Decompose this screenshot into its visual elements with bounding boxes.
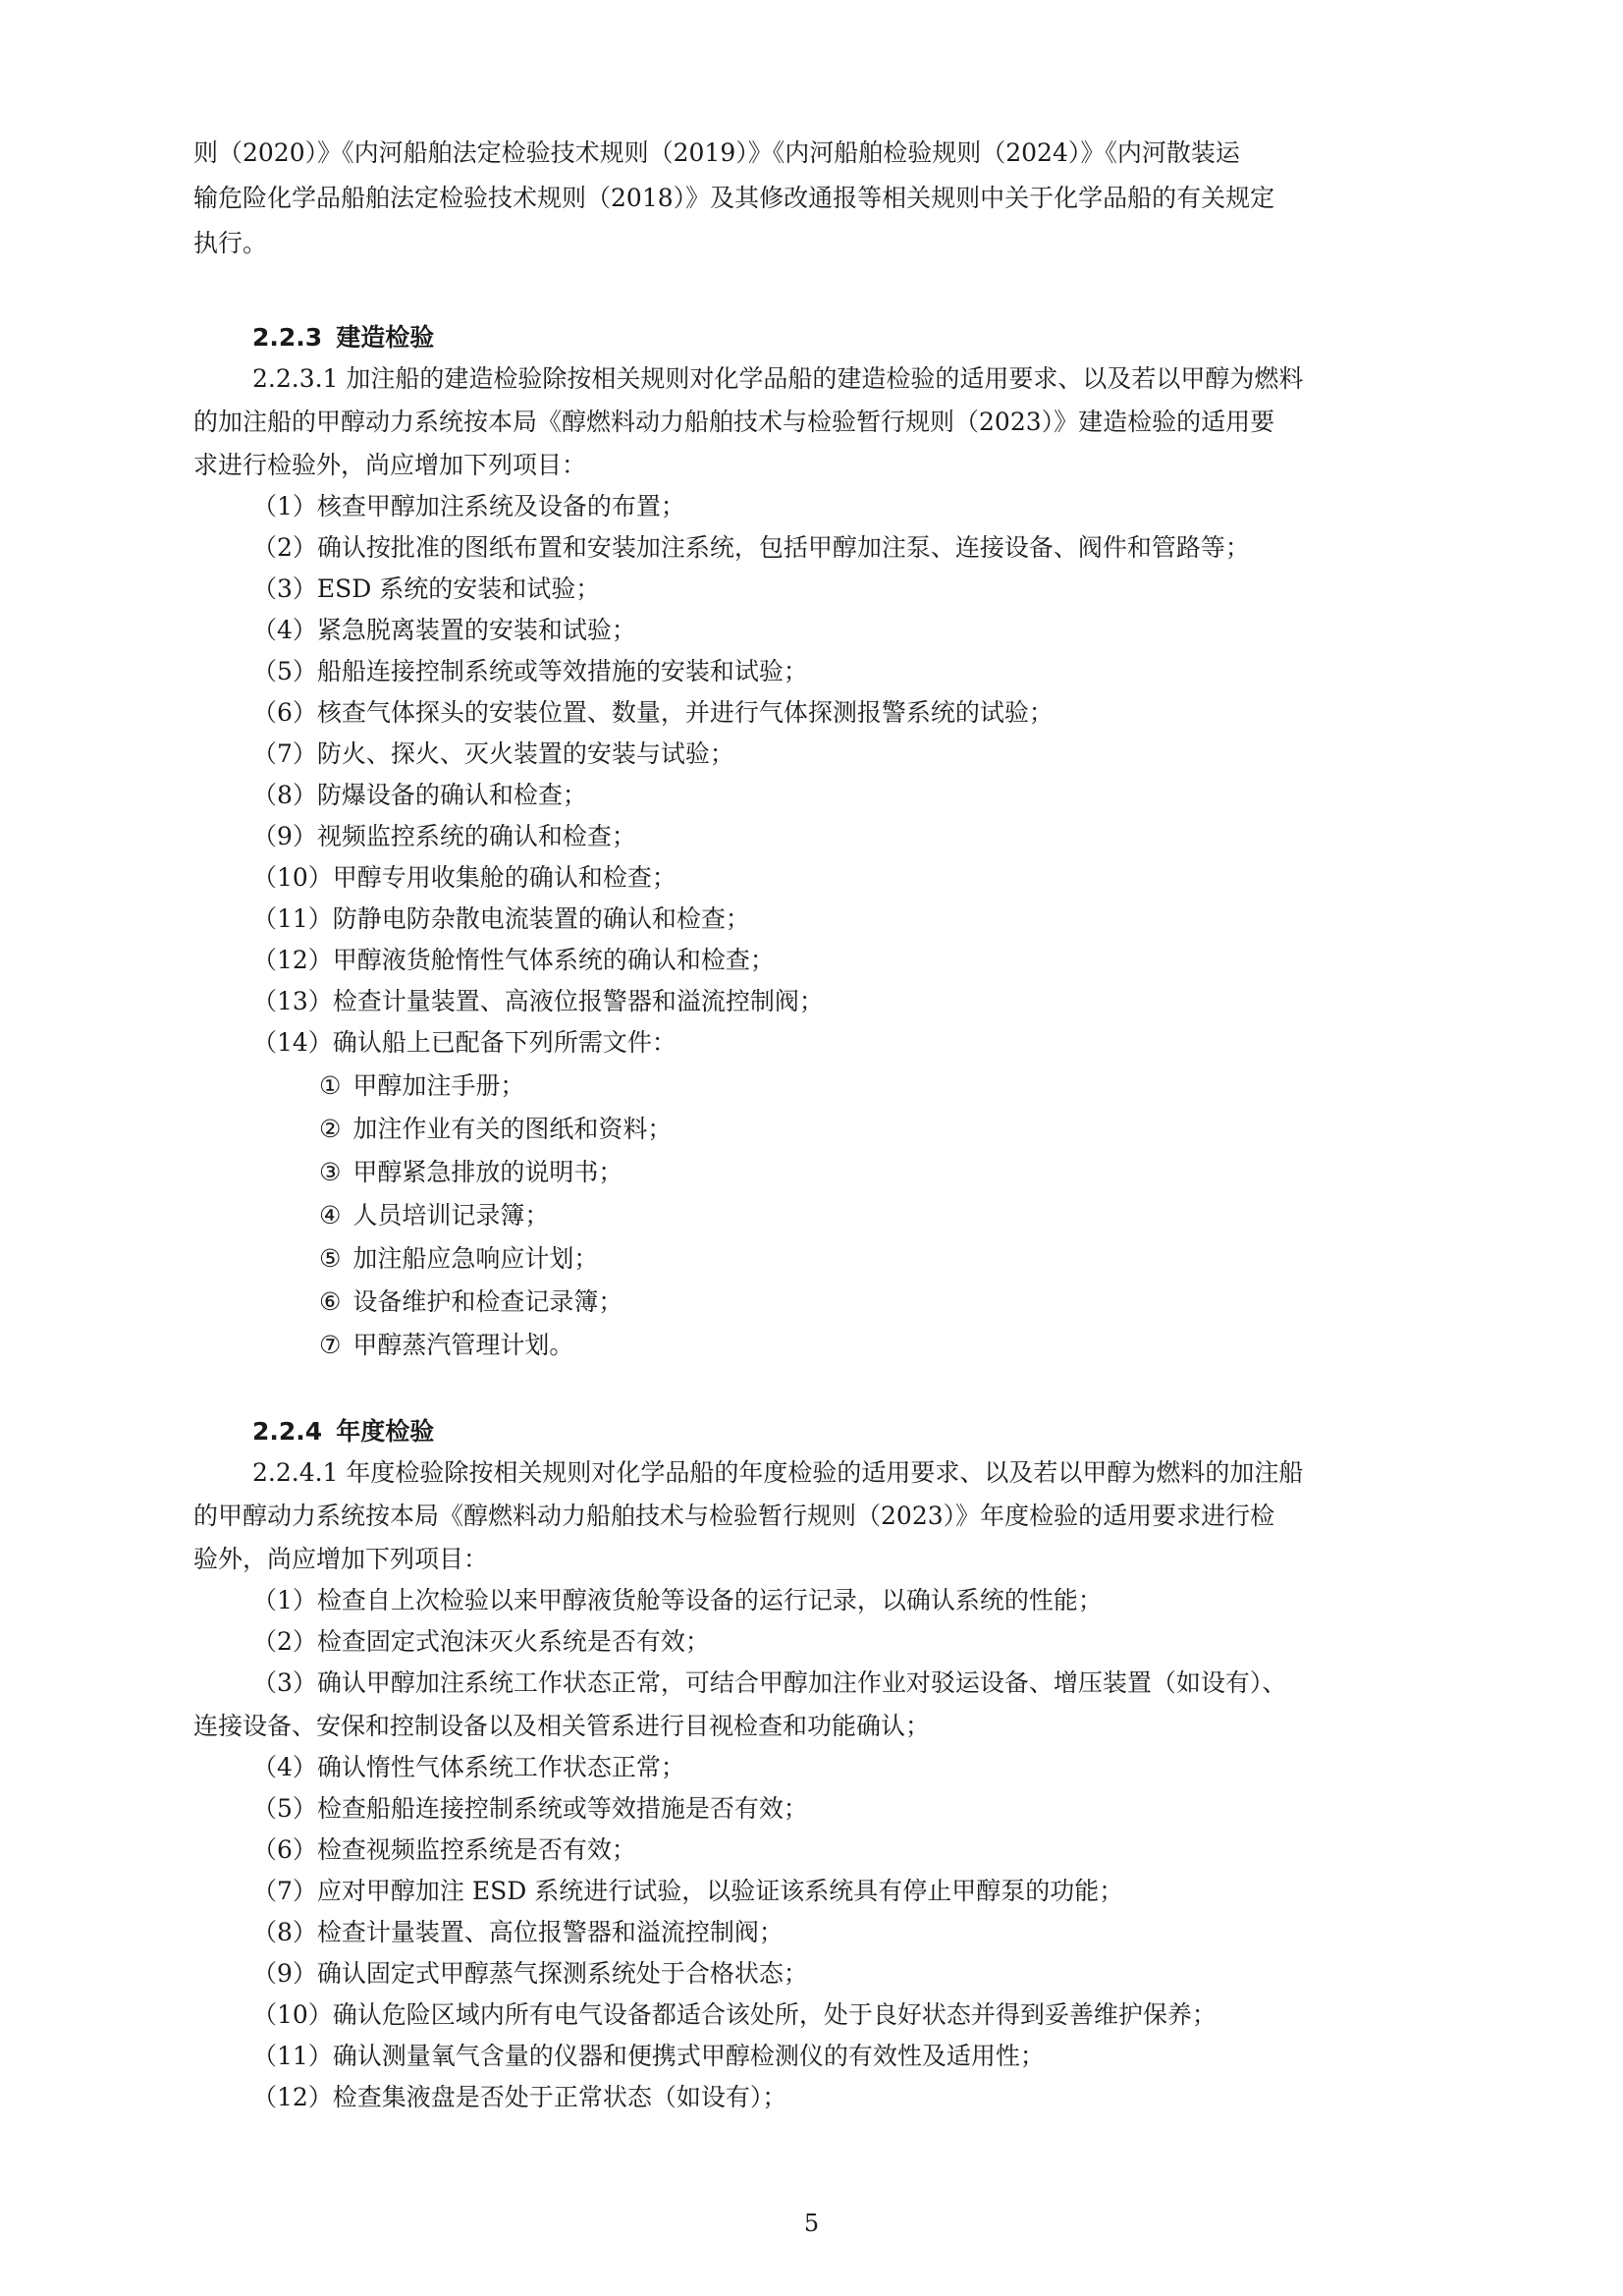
intro-line: 则（2020）》《内河船舶法定检验技术规则（2019）》《内河船舶检验规则（2024）》《内河散装运	[193, 138, 1240, 167]
list-item: （7）应对甲醇加注 ESD 系统进行试验，以验证该系统具有停止甲醇泵的功能；	[252, 1877, 1124, 1905]
section-number: 2.2.3	[252, 323, 323, 352]
list-item: （5）船船连接控制系统或等效措施的安装和试验；	[252, 657, 808, 685]
list-item: （12）甲醇液货舱惰性气体系统的确认和检查；	[252, 946, 775, 974]
list-item: （4）紧急脱离装置的安装和试验；	[252, 616, 636, 644]
circled-number: ④	[319, 1201, 342, 1230]
list-item: （10）确认危险区域内所有电气设备都适合该处所，处于良好状态并得到妥善维护保养；	[252, 2000, 1217, 2029]
circled-number: ⑥	[319, 1287, 342, 1316]
circled-number: ①	[319, 1071, 342, 1100]
document-item: ⑥ 设备维护和检查记录簿；	[319, 1287, 623, 1316]
list-item: （3）ESD 系统的安装和试验；	[252, 574, 601, 603]
paragraph-line: 的加注船的甲醇动力系统按本局《醇燃料动力船舶技术与检验暂行规则（2023）》建造检验的适用要	[193, 408, 1275, 436]
document-item: ② 加注作业有关的图纸和资料；	[319, 1115, 673, 1143]
circled-number: ⑤	[319, 1244, 342, 1273]
list-item: （9）确认固定式甲醇蒸气探测系统处于合格状态；	[252, 1959, 808, 1988]
list-item: （6）核查气体探头的安装位置、数量，并进行气体探测报警系统的试验；	[252, 698, 1054, 727]
circled-number: ③	[319, 1158, 342, 1186]
list-item: （6）检查视频监控系统是否有效；	[252, 1835, 636, 1864]
section-title: 建造检验	[336, 323, 435, 352]
page-number: 5	[803, 2210, 820, 2237]
circled-number: ②	[319, 1115, 342, 1143]
list-item: （9）视频监控系统的确认和检查；	[252, 822, 636, 850]
list-item: （1）核查甲醇加注系统及设备的布置；	[252, 492, 685, 520]
list-item: （2）确认按批准的图纸布置和安装加注系统，包括甲醇加注泵、连接设备、阀件和管路等；	[252, 533, 1250, 562]
list-item: （8）检查计量装置、高位报警器和溢流控制阀；	[252, 1918, 784, 1946]
section-number: 2.2.4	[252, 1417, 323, 1446]
list-item: （1）检查自上次检验以来甲醇液货舱等设备的运行记录，以确认系统的性能；	[252, 1586, 1103, 1614]
list-item: （13）检查计量装置、高液位报警器和溢流控制阀；	[252, 987, 824, 1015]
list-item: （14）确认船上已配备下列所需文件：	[252, 1028, 676, 1057]
list-item: （4）确认惰性气体系统工作状态正常；	[252, 1753, 685, 1781]
document-item: ⑦ 甲醇蒸汽管理计划。	[319, 1331, 574, 1359]
circled-number: ⑦	[319, 1331, 342, 1359]
list-item: （11）确认测量氧气含量的仪器和便携式甲醇检测仪的有效性及适用性；	[252, 2042, 1045, 2070]
paragraph-line: 验外，尚应增加下列项目：	[193, 1545, 489, 1573]
document-item: ③ 甲醇紧急排放的说明书；	[319, 1158, 623, 1186]
list-item: （12）检查集液盘是否处于正常状态（如设有）；	[252, 2083, 787, 2111]
list-item: （5）检查船船连接控制系统或等效措施是否有效；	[252, 1794, 808, 1823]
document-item: ④ 人员培训记录簿；	[319, 1201, 550, 1230]
section-heading-2-2-4	[252, 1416, 434, 1448]
paragraph-line: 2.2.4.1 年度检验除按相关规则对化学品船的年度检验的适用要求、以及若以甲醇为燃料的加注船	[252, 1458, 1304, 1487]
intro-line: 输危险化学品船舶法定检验技术规则（2018）》及其修改通报等相关规则中关于化学品船的有关规定	[193, 184, 1275, 212]
section-heading-2-2-3	[252, 322, 434, 354]
document-item: ① 甲醇加注手册；	[319, 1071, 525, 1100]
list-item-continuation: 连接设备、安保和控制设备以及相关管系进行目视检查和功能确认；	[193, 1712, 931, 1740]
list-item: （2）检查固定式泡沫灭火系统是否有效；	[252, 1627, 710, 1656]
paragraph-line: 2.2.3.1 加注船的建造检验除按相关规则对化学品船的建造检验的适用要求、以及若以甲醇为燃料	[252, 364, 1304, 393]
list-item: （3）确认甲醇加注系统工作状态正常，可结合甲醇加注作业对驳运设备、增压装置（如设有）、	[252, 1668, 1287, 1697]
document-item: ⑤ 加注船应急响应计划；	[319, 1244, 599, 1273]
list-item: （8）防爆设备的确认和检查；	[252, 781, 587, 809]
intro-line: 执行。	[193, 229, 268, 257]
list-item: （7）防火、探火、灭火装置的安装与试验；	[252, 739, 734, 768]
paragraph-line: 求进行检验外，尚应增加下列项目：	[193, 451, 587, 479]
paragraph-line: 的甲醇动力系统按本局《醇燃料动力船舶技术与检验暂行规则（2023）》年度检验的适用要求进行检	[193, 1502, 1275, 1530]
section-title: 年度检验	[336, 1417, 435, 1446]
list-item: （10）甲醇专用收集舱的确认和检查；	[252, 863, 676, 892]
list-item: （11）防静电防杂散电流装置的确认和检查；	[252, 904, 750, 933]
